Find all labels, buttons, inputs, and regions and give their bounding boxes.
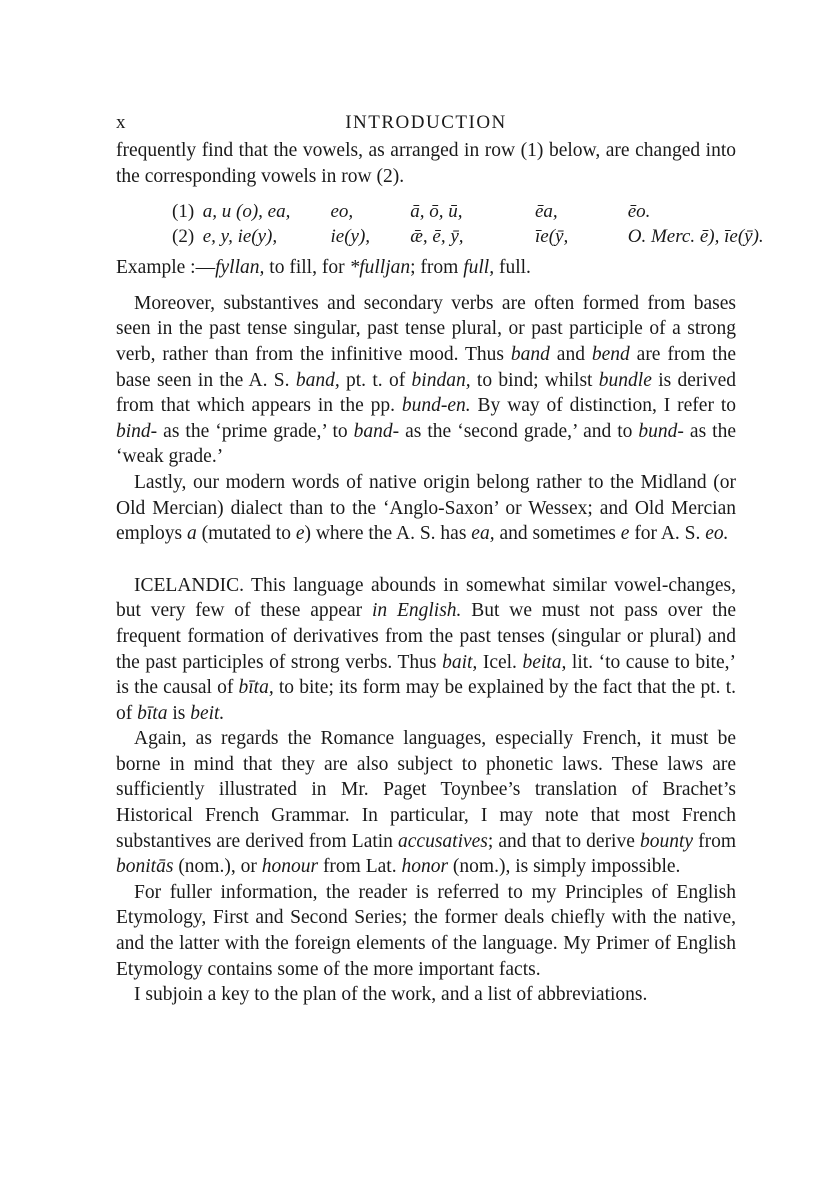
vowel-table: [172, 199, 764, 249]
example-word: fyllan,: [215, 257, 265, 279]
vowel-cell: ie(y),: [330, 226, 371, 248]
vowel-row-1: [172, 199, 736, 224]
vowel-cell: O. Merc. ē), īe(ȳ).: [627, 226, 764, 248]
example-text: full.: [494, 257, 531, 279]
paragraph-fuller: For fuller information, the reader is referred to my Principles of English Etymology, First and Second Series; the former deals chiefly with the native, and the latter with the foreign elements of the language. My Primer of English Etymology contains some of the more important facts.: [116, 881, 736, 980]
vowel-cell: e, y, ie(y),: [202, 226, 278, 248]
example-word: full,: [463, 257, 495, 279]
example-lead: Example :—: [116, 257, 216, 279]
vowel-cell: ēa,: [535, 201, 558, 223]
vowel-cell: ā, ō, ū,: [410, 201, 463, 223]
vowel-cell: eo,: [330, 201, 354, 223]
vowel-cell: a, u (o), ea,: [202, 201, 291, 223]
example-text: to fill, for: [264, 257, 350, 279]
vowel-cell: ǣ, ē, ȳ,: [410, 226, 464, 248]
paragraph-subjoin: I subjoin a key to the plan of the work, and a list of abbreviations.: [134, 984, 648, 1006]
paragraph-moreover: Moreover, substantives and secondary verbs are often formed from bases seen in the past tense singular, past tense plural, or past participle of a strong verb, rather than from the infinitive mood. Thus band and bend are from the base seen in the A. S. band, pt. t. of bindan, to bind; whilst bundle is derived from that which appears in the pp. bund-en. By way of distinction, I refer to bind- as the ‘prime grade,’ to band- as the ‘second grade,’ and to bund- as the ‘weak grade.’: [116, 292, 736, 468]
vowel-cell: īe(ȳ,: [535, 226, 569, 248]
running-title: INTRODUCTION: [345, 112, 507, 133]
section-gap: [116, 547, 736, 573]
page-number: x: [116, 112, 127, 133]
row-label: (2): [172, 226, 195, 248]
example-text: ; from: [410, 257, 464, 279]
vowel-cell: ēo.: [627, 201, 651, 223]
running-header: [116, 108, 736, 138]
paragraph-again: Again, as regards the Romance languages, especially French, it must be borne in mind that they are also subject to phonetic laws. These laws are sufficiently illustrated in Mr. Paget Toynbee’s translation of Brachet’s Historical French Grammar. In particular, I may note that most French substantives are derived from Latin accusatives; and that to derive bounty from bonitās (nom.), or honour from Lat. honor (nom.), is simply impossible.: [116, 728, 737, 878]
example-word: *fulljan: [349, 257, 411, 279]
row-label: (1): [172, 201, 195, 223]
intro-paragraph: frequently find that the vowels, as arranged in row (1) below, are changed into the corresponding vowels in row (2).: [116, 140, 736, 187]
paragraph-lastly: Lastly, our modern words of native origin belong rather to the Midland (or Old Mercian) dialect than to the ‘Anglo-Saxon’ or Wessex; and Old Mercian employs a (mutated to e) where the A. S. has ea, and sometimes e for A. S. eo.: [116, 471, 736, 545]
book-page: [116, 108, 764, 1008]
vowel-row-2: [172, 224, 764, 249]
example-line: [116, 255, 736, 281]
paragraph-icelandic: ICELANDIC. This language abounds in somewhat similar vowel-changes, but very few of these appear in English. But we must not pass over the frequent formation of derivatives from the past tenses (singular or plural) and the past participles of strong verbs. Thus bait, Icel. beita, lit. ‘to cause to bite,’ is the causal of bīta, to bite; its form may be explained by the fact that the pt. t. of bīta is beit.: [116, 574, 736, 724]
